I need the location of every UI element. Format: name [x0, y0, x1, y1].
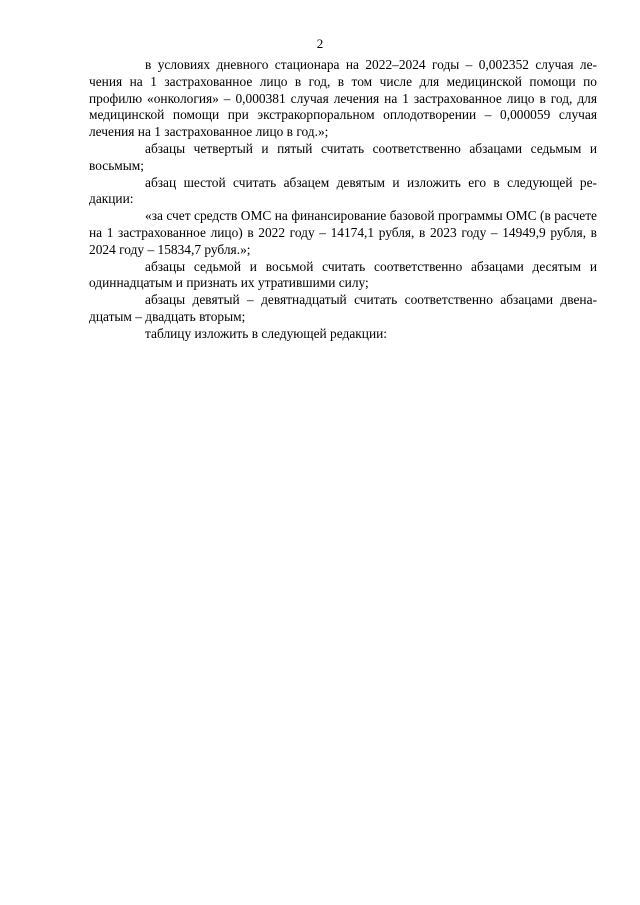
paragraph-renumber-9-19: абзацы девятый – девятнадцатый считать соответственно абзацами двена-дцатым – двадцать вторым;	[89, 292, 597, 324]
paragraph-table-intro: таблицу изложить в следующей редакции:	[145, 325, 388, 341]
paragraph-day-hospital: в условиях дневного стационара на 2022–2024 годы – 0,002352 случая ле-чения на 1 застрахованное лицо в год, в том числе для медицинской помощи по профилю «онкология» – 0,000381 случая лечения на 1 застрахованное лицо в год, для медицинской помощи при экстракорпоральном оплодотворении – 0,000059 случая лечения на 1 застрахованное лицо в год.»;	[89, 57, 597, 140]
document-body	[89, 57, 597, 343]
paragraph-oms-financing: «за счет средств ОМС на финансирование базовой программы ОМС (в расчете на 1 застрахованное лицо) в 2022 году – 14174,1 рубля, в 2023 году – 14949,9 рубля, в 2024 году – 15834,7 рубля.»;	[89, 208, 597, 257]
paragraph-renumber-6: абзац шестой считать абзацем девятым и изложить его в следующей ре-дакции:	[89, 174, 597, 207]
paragraph-renumber-4-5: абзацы четвертый и пятый считать соответственно абзацами седьмым и восьмым;	[89, 140, 597, 173]
page-number: 2	[316, 36, 324, 51]
paragraph-renumber-7-8: абзацы седьмой и восьмой считать соответственно абзацами десятым и одиннадцатым и признать их утратившими силу;	[89, 258, 597, 291]
